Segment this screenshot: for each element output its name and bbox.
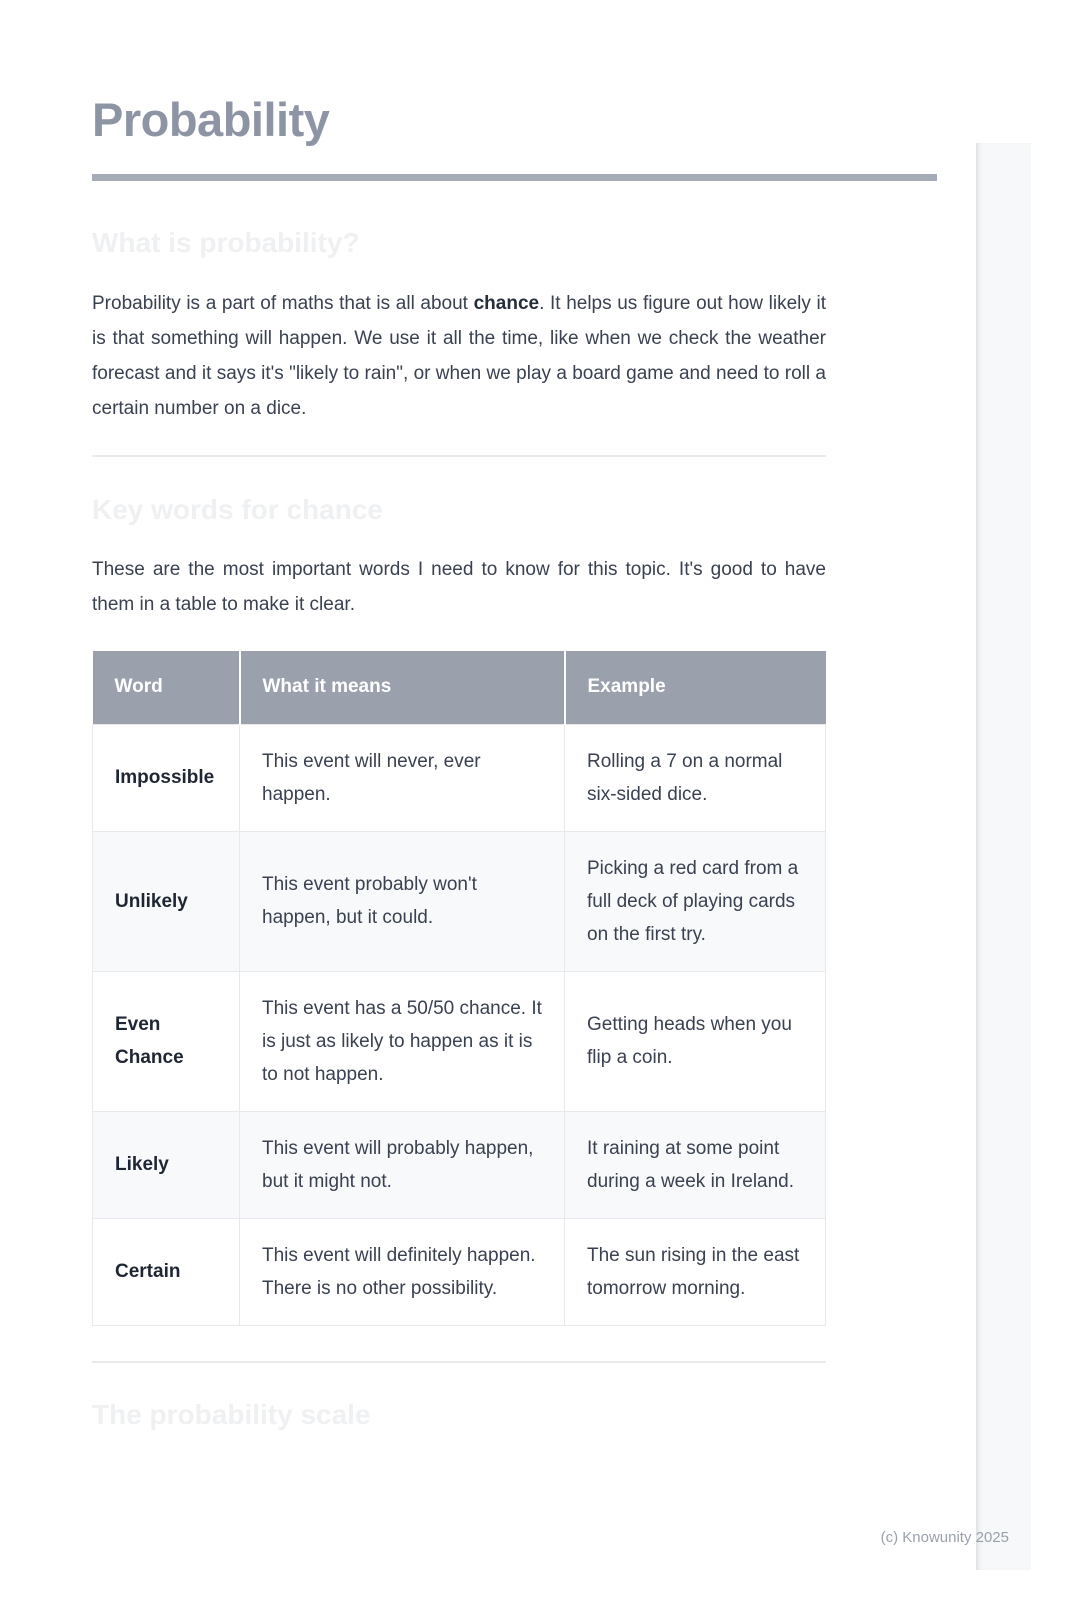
intro-paragraph	[92, 286, 826, 426]
page-content	[0, 93, 1080, 1431]
intro-paragraph-before-bold: Probability is a part of maths that is all about	[92, 293, 474, 314]
word-cell: Impossible	[93, 724, 240, 831]
example-cell: Picking a red card from a full deck of playing cards on the first try.	[565, 831, 826, 971]
word-cell: Certain	[93, 1218, 240, 1325]
intro-paragraph-after-bold: . It helps us figure out how likely it is that something will happen. We use it all the time, like when we check the weather forecast and it says it's "likely to rain", or when we play a board game and need to roll a certain number on a dice.	[92, 293, 826, 419]
table-header-word: Word	[93, 651, 240, 724]
example-cell: The sun rising in the east tomorrow morning.	[565, 1218, 826, 1325]
word-cell: Unlikely	[93, 831, 240, 971]
table-header-meaning: What it means	[240, 651, 565, 724]
meaning-cell: This event will never, ever happen.	[240, 724, 565, 831]
example-cell: It raining at some point during a week in Ireland.	[565, 1111, 826, 1218]
table-row	[93, 971, 826, 1111]
meaning-cell: This event will definitely happen. There is no other possibility.	[240, 1218, 565, 1325]
section-heading-key-words-for-chance: Key words for chance	[92, 494, 383, 525]
table-header-example: Example	[565, 651, 826, 724]
table-header-row	[93, 651, 826, 724]
section-heading-probability-scale: The probability scale	[92, 1398, 371, 1430]
section-divider	[92, 455, 826, 457]
section-heading-what-is-probability: What is probability?	[92, 227, 360, 258]
intro-paragraph-bold-word: chance	[473, 293, 540, 314]
keywords-table	[92, 651, 826, 1326]
table-row	[93, 831, 826, 971]
example-cell: Getting heads when you flip a coin.	[565, 971, 826, 1111]
table-row	[93, 724, 826, 831]
meaning-cell: This event will probably happen, but it might not.	[240, 1111, 565, 1218]
key-words-paragraph: These are the most important words I need to know for this topic. It's good to have them in a table to make it clear.	[92, 559, 826, 615]
page-title: Probability	[92, 93, 330, 146]
word-cell: Likely	[93, 1111, 240, 1218]
table-row	[93, 1111, 826, 1218]
footer-copyright-text: (c) Knowunity 2025	[880, 1529, 1009, 1546]
document-page	[0, 93, 1080, 1621]
meaning-cell: This event probably won't happen, but it could.	[240, 831, 565, 971]
meaning-cell: This event has a 50/50 chance. It is just as likely to happen as it is to not happen.	[240, 971, 565, 1111]
table-row	[93, 1218, 826, 1325]
title-underline-rule	[92, 174, 937, 181]
word-cell: Even Chance	[93, 971, 240, 1111]
example-cell: Rolling a 7 on a normal six-sided dice.	[565, 724, 826, 831]
section-divider	[92, 1361, 826, 1363]
